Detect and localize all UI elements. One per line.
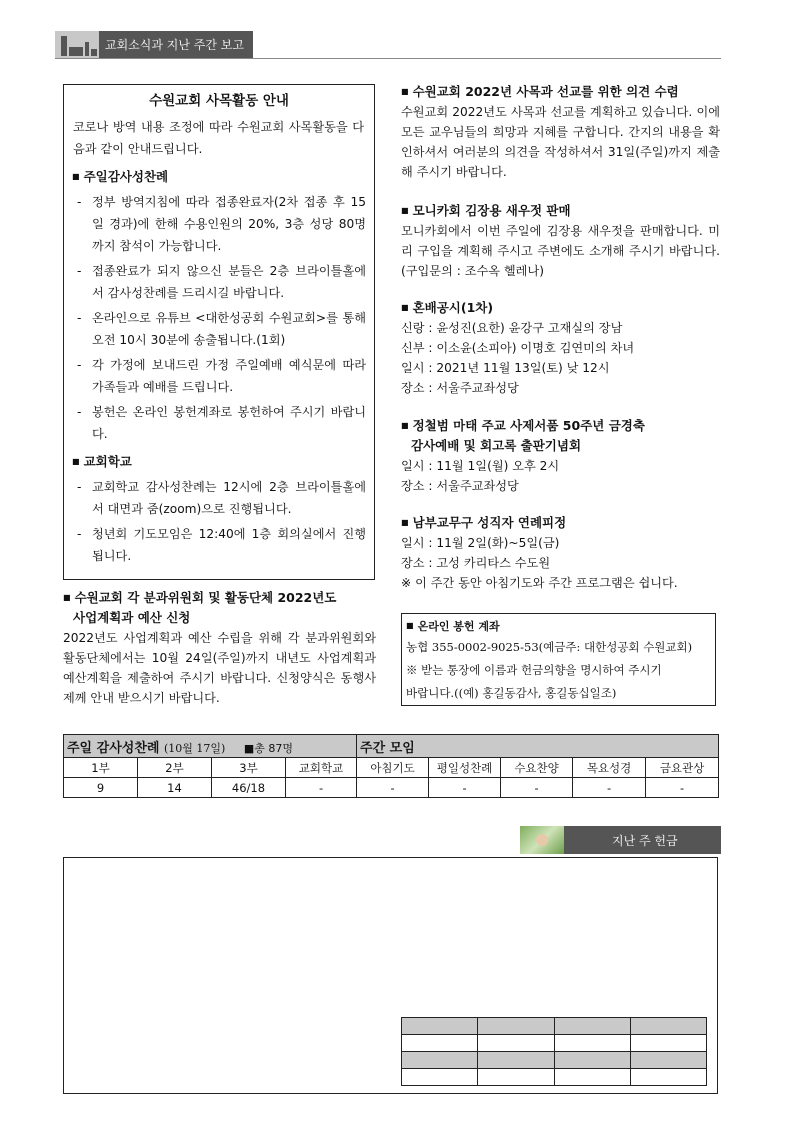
wedding-section	[401, 298, 720, 398]
table-row	[64, 735, 719, 758]
offering-title: 지난 주 헌금	[612, 833, 678, 848]
bank-account-box	[401, 613, 716, 706]
list-item: - 접종완료가 되지 않으신 분들은 2층 브라이틀홀에서 감사성찬례를 드리시길 바랍니다.	[77, 264, 366, 300]
table-header-cell: 아침기도	[357, 758, 429, 778]
table-row	[402, 1069, 707, 1086]
table-cell: -	[646, 778, 719, 798]
header-divider	[55, 58, 721, 59]
retreat-title: ■ 남부교무구 성직자 연례피정	[401, 513, 720, 533]
table-row	[402, 1052, 707, 1069]
table-cell	[630, 1018, 706, 1035]
table-row	[64, 758, 719, 778]
section-heading: ■ 주일감사성찬례	[72, 166, 374, 188]
table-cell	[402, 1069, 478, 1086]
shrimp-section	[401, 201, 720, 281]
table-cell: -	[573, 778, 646, 798]
wedding-line: 일시 : 2021년 11월 13일(토) 낮 12시	[401, 361, 610, 375]
section-heading: ■ 교회학교	[72, 451, 374, 473]
list-item: - 봉헌은 온라인 봉헌계좌로 봉헌하여 주시기 바랍니다.	[77, 405, 366, 441]
retreat-line: ※ 이 주간 동안 아침기도와 주간 프로그램은 쉽니다.	[401, 576, 678, 590]
list-item: - 교회학교 감사성찬례는 12시에 2층 브라이틀홀에서 대면과 줌(zoom)으로 진행됩니다.	[77, 480, 366, 516]
section-header	[55, 31, 253, 58]
notice-title: 수원교회 사목활동 안내	[149, 93, 289, 109]
bank-line: ※ 받는 통장에 이름과 헌금의향을 명시하여 주시기	[406, 663, 662, 677]
opinion-title: ■ 수원교회 2022년 사목과 선교를 위한 의견 수렴	[401, 82, 720, 102]
list-item: - 각 가정에 보내드린 가정 주일예배 예식문에 따라 가족들과 예배를 드립니다.	[77, 358, 366, 394]
table-header-cell: 목요성경	[573, 758, 646, 778]
wedding-title: ■ 혼배공시(1차)	[401, 298, 720, 318]
bank-title: ■ 온라인 봉헌 계좌	[406, 617, 711, 636]
offering-table	[401, 1017, 707, 1086]
opinion-body: 수원교회 2022년도 사목과 선교를 계획하고 있습니다. 이에 모든 교우님들의 희망과 지혜를 구합니다. 간지의 내용을 확인하셔서 여러분의 의견을 작성하셔서 31일(주일)까지 제출해 주시기 바랍니다.	[401, 105, 720, 179]
weekly-header: 주간 모임	[357, 735, 719, 758]
list-item: - 청년회 기도모임은 12:40에 1층 회의실에서 진행됩니다.	[77, 527, 366, 563]
wedding-line: 장소 : 서울주교좌성당	[401, 381, 519, 395]
table-cell	[402, 1035, 478, 1052]
table-cell	[630, 1035, 706, 1052]
retreat-line: 장소 : 고성 카리타스 수도원	[401, 556, 551, 570]
table-cell	[554, 1035, 630, 1052]
table-cell: -	[286, 778, 357, 798]
table-header-cell: 2부	[138, 758, 212, 778]
table-header-cell: 3부	[212, 758, 286, 778]
plan-title: ■ 수원교회 각 분과위원회 및 활동단체 2022년도	[63, 588, 376, 608]
attendance-total: ■총 87명	[243, 741, 293, 755]
table-cell	[478, 1069, 554, 1086]
table-cell	[478, 1035, 554, 1052]
table-cell	[478, 1018, 554, 1035]
wedding-line: 신부 : 이소윤(소피아) 이명호 김연미의 차녀	[401, 341, 635, 355]
table-header-cell: 금요관상	[646, 758, 719, 778]
table-cell: 14	[138, 778, 212, 798]
list-item: - 온라인으로 유튜브 <대한성공회 수원교회>를 통해 오전 10시 30분에 송출됩니다.(1회)	[77, 311, 366, 347]
plan-title-cont: 사업계획과 예산 신청	[73, 610, 191, 625]
table-cell	[402, 1052, 478, 1069]
attendance-table	[63, 734, 719, 798]
plan-body: 2022년도 사업계획과 예산 수립을 위해 각 분과위원회와 활동단체에서는 10월 24일(주일)까지 내년도 사업계획과 예산계획을 제출하여 주시기 바랍니다. 신청양식은 동행사제께 안내 받으시기 바랍니다.	[63, 631, 376, 705]
table-cell: 9	[64, 778, 138, 798]
church-building-icon	[55, 31, 99, 58]
table-header-cell: 교회학교	[286, 758, 357, 778]
table-cell	[554, 1069, 630, 1086]
table-header-cell: 수요찬양	[501, 758, 573, 778]
anniversary-title-cont: 감사예배 및 회고록 출판기념회	[411, 438, 582, 453]
table-cell: 46/18	[212, 778, 286, 798]
notice-intro: 코로나 방역 내용 조정에 따라 수원교회 사목활동을 다음과 같이 안내드립니다.	[73, 120, 364, 156]
sunday-title: 주일 감사성찬례	[67, 740, 160, 756]
bank-line: 농협 355-0002-9025-53(예금주: 대한성공회 수원교회)	[406, 640, 693, 654]
shrimp-body: 모니카회에서 이번 주일에 김장용 새우젓을 판매합니다. 미리 구입을 계획해 주시고 주변에도 소개해 주시기 바랍니다.(구입문의 : 조수옥 헬레나)	[401, 224, 720, 278]
table-row	[402, 1018, 707, 1035]
table-cell	[554, 1052, 630, 1069]
header-title: 교회소식과 지난 주간 보고	[105, 38, 244, 52]
table-cell	[554, 1018, 630, 1035]
table-header-cell: 1부	[64, 758, 138, 778]
anniversary-title: ■ 정철범 마태 주교 사제서품 50주년 금경축	[401, 416, 720, 436]
anniversary-line: 장소 : 서울주교좌성당	[401, 479, 519, 493]
table-cell	[478, 1052, 554, 1069]
table-row	[402, 1035, 707, 1052]
opinion-section	[401, 82, 720, 182]
anniversary-line: 일시 : 11월 1일(월) 오후 2시	[401, 459, 560, 473]
offering-header	[520, 826, 721, 854]
table-cell	[402, 1018, 478, 1035]
list-item: - 정부 방역지침에 따라 접종완료자(2차 접종 후 15일 경과)에 한해 수용인원의 20%, 3층 성당 80명까지 참석이 가능합니다.	[77, 195, 366, 253]
table-row	[64, 778, 719, 798]
table-header-cell: 평일성찬례	[429, 758, 501, 778]
sunday-date: (10월 17일)	[163, 741, 226, 755]
plan-section	[63, 588, 376, 708]
retreat-section	[401, 513, 720, 593]
table-cell: -	[429, 778, 501, 798]
praying-hands-icon	[520, 826, 564, 854]
wedding-line: 신랑 : 윤성진(요한) 윤강구 고재실의 장남	[401, 321, 623, 335]
table-cell	[630, 1052, 706, 1069]
shrimp-title: ■ 모니카회 김장용 새우젓 판매	[401, 201, 720, 221]
sunday-header	[64, 735, 357, 758]
bank-line: 바랍니다.((예) 홍길동감사, 홍길동십일조)	[406, 686, 617, 700]
retreat-line: 일시 : 11월 2일(화)~5일(금)	[401, 536, 560, 550]
notice-box	[63, 84, 375, 580]
anniversary-section	[401, 416, 720, 496]
table-cell	[630, 1069, 706, 1086]
table-cell: -	[357, 778, 429, 798]
table-cell: -	[501, 778, 573, 798]
